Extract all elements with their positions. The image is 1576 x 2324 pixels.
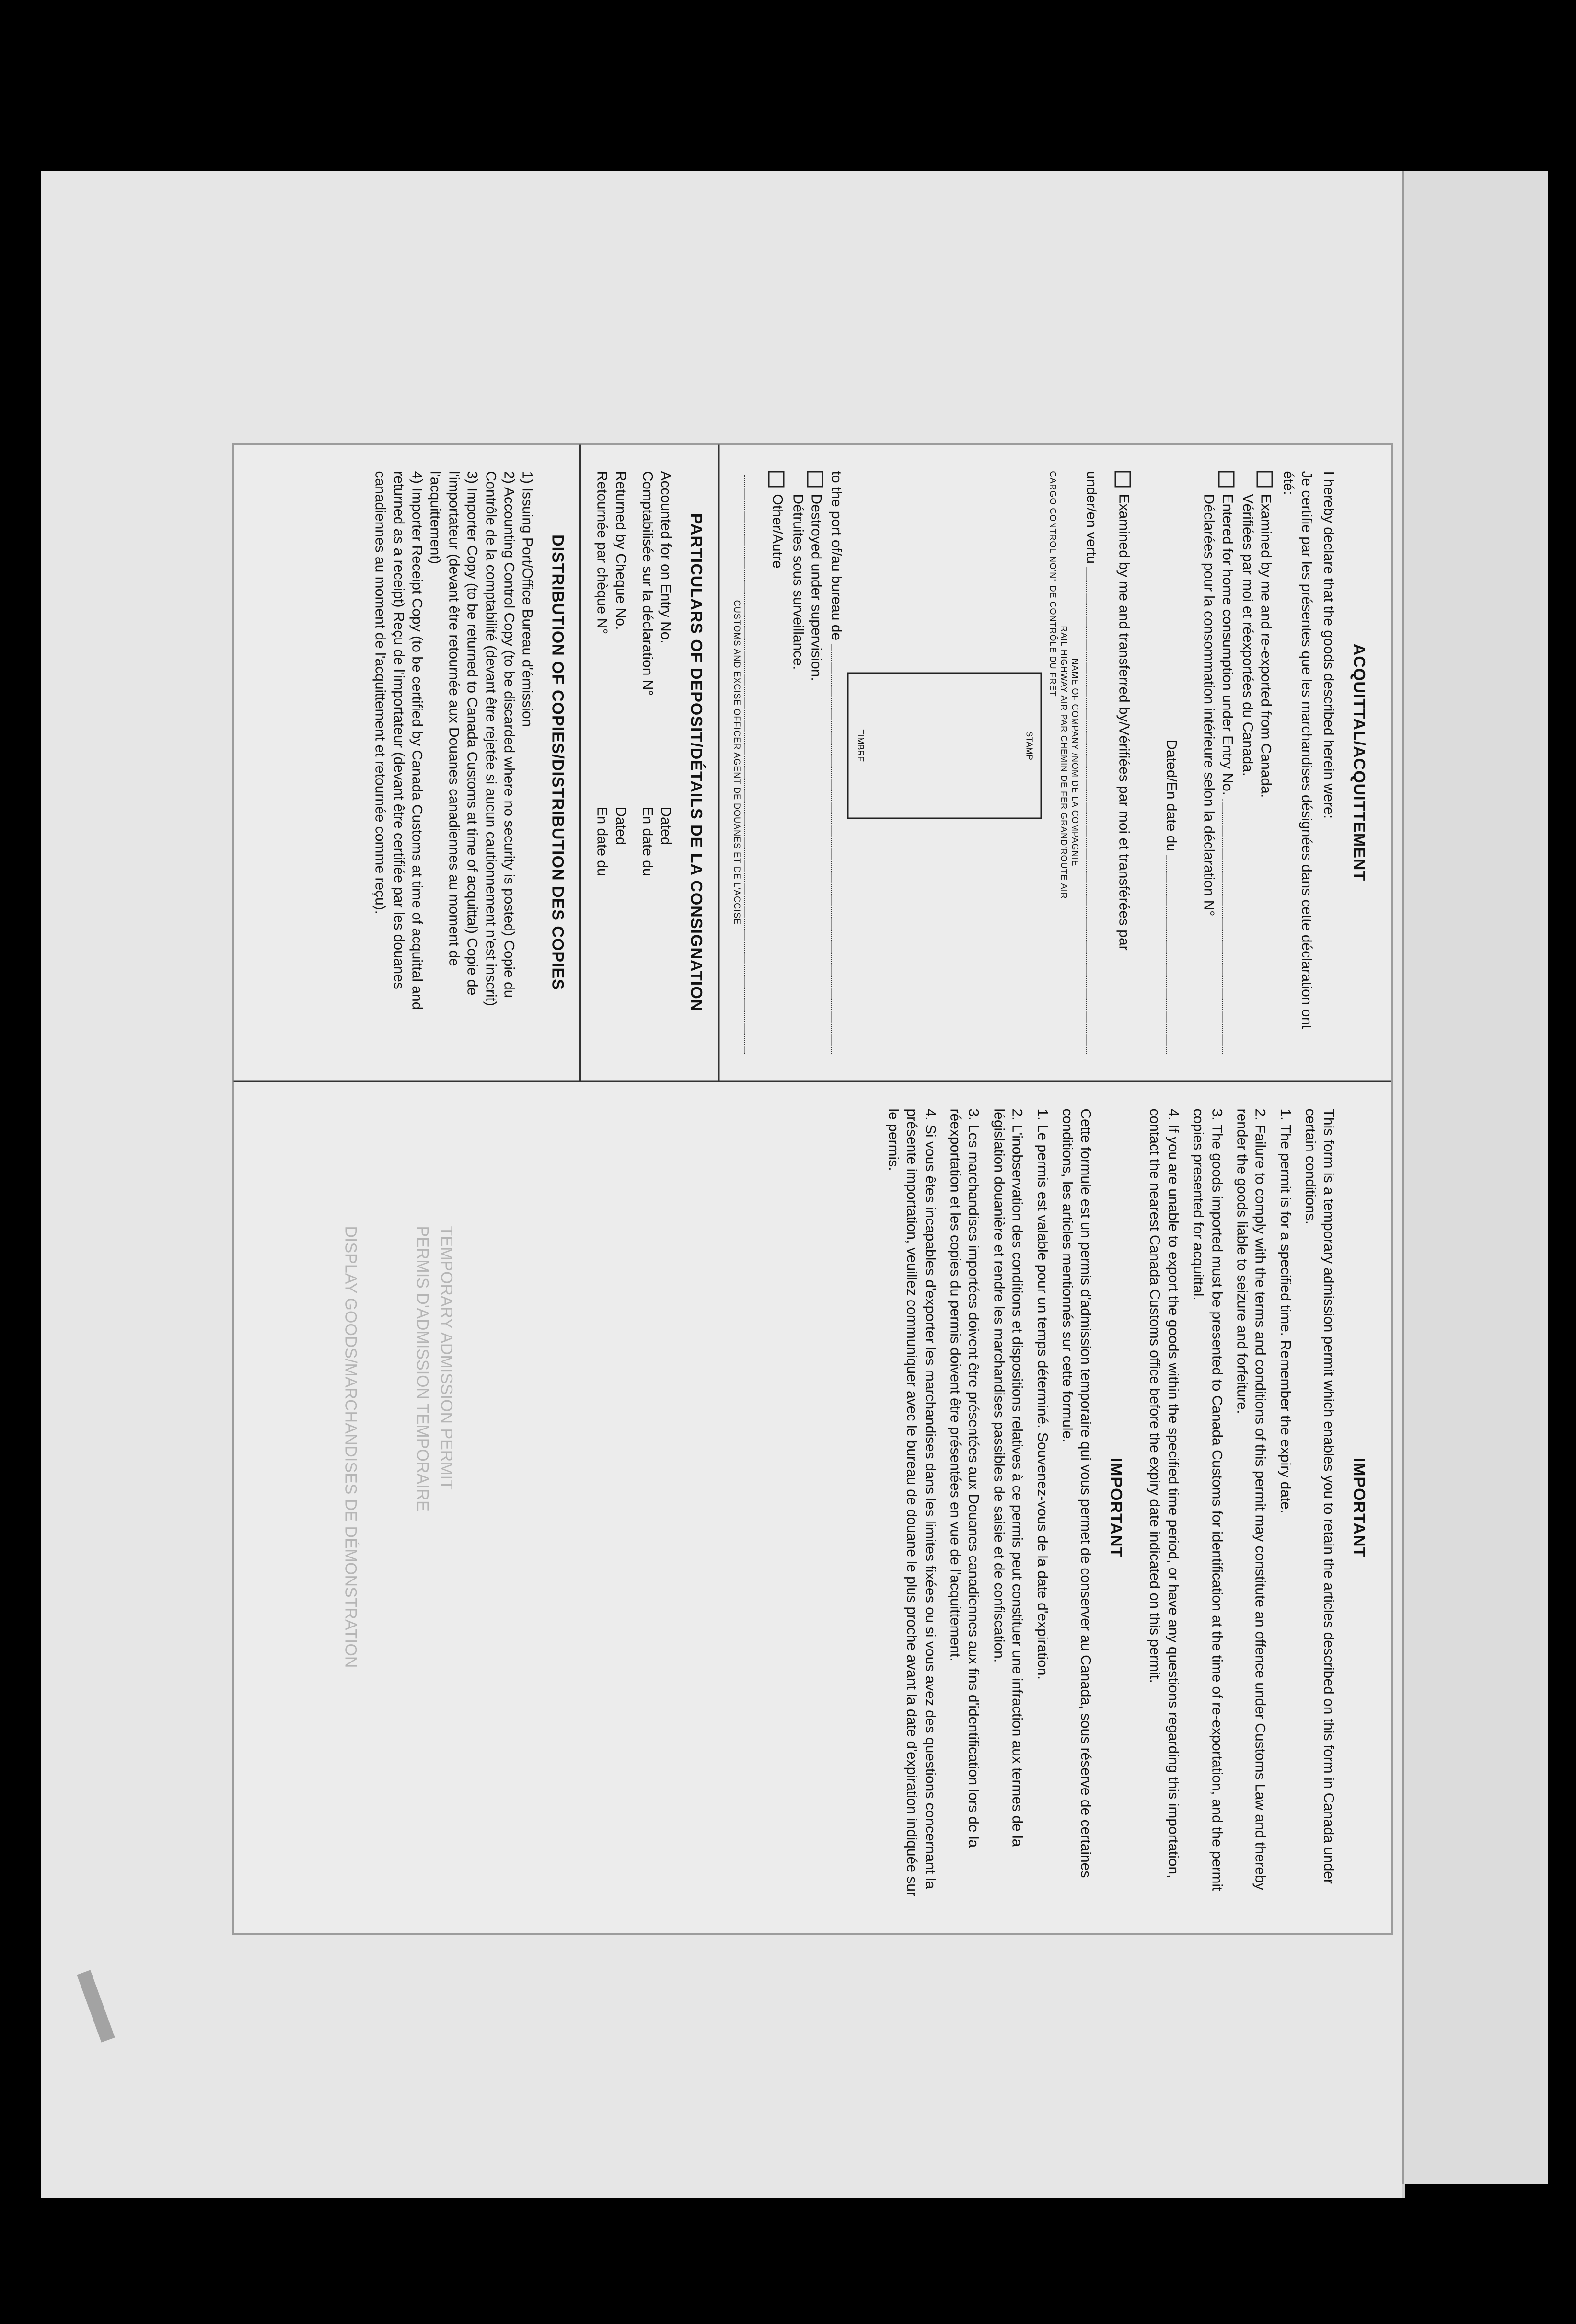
dated-line[interactable] — [1166, 855, 1180, 1054]
deposit-dated-en: Dated — [613, 806, 629, 845]
timbre-label: TIMBRE — [856, 729, 866, 762]
important-item-en: 2. Failure to comply with the terms and conditions of this permit may constitute an offence under Customs Law and thereby render the goods liable to seizure and forfeiture. — [1234, 1108, 1268, 1890]
important-intro-en: This form is a temporary admission permit which enables you to retain the articles described on this form in Canada under certain conditions. — [1302, 1108, 1337, 1884]
option-reexported[interactable] — [1238, 471, 1275, 1054]
destroyed-en: Destroyed under supervision. — [808, 494, 824, 681]
distribution-item: 1) Issuing Port/Office Bureau d'émission — [519, 471, 535, 727]
important-item-fr: 1. Le permis est valable pour un temps déterminé. Souvenez-vous de la date d'expiration. — [1034, 1108, 1051, 1680]
declare-fr: Je certifie par les présentes que les marchandises désignées dans cette déclaration ont été: — [1280, 471, 1315, 1029]
opt1-en: Examined by me and re-exported from Canada. — [1258, 494, 1274, 798]
checkbox[interactable] — [1257, 471, 1273, 488]
transport-modes: RAIL HIGHWAY AIR PAR CHEMIN DE FER GRAND'ROUTE AIR — [1059, 626, 1069, 899]
stamp-box — [847, 673, 1042, 819]
port-field[interactable] — [827, 471, 846, 1054]
checkbox[interactable] — [1218, 471, 1234, 488]
important-column — [234, 1082, 1391, 1933]
company-caption: NAME OF COMPANY /NOM DE LA COMPAGNIE — [1070, 658, 1080, 867]
acquittal-column — [234, 445, 1391, 1082]
opt3: Examined by me and transferred by/Vérifiées par moi et transférées par — [1116, 494, 1132, 951]
divider — [718, 445, 719, 1081]
divider — [579, 445, 581, 1081]
under-label: under/en vertu — [1083, 471, 1100, 564]
distribution-item: 2) Accounting Control Copy (to be discarded where no security is posted) Copie du Contrôle de la comptabilité (devant être rejetée si aucun cautionnement n'est inscrit) — [483, 471, 517, 1006]
other-label: Other/Autre — [769, 494, 786, 569]
port-label: to the port of/au bureau de — [828, 471, 845, 641]
important-item-fr: 3. Les marchandises importées doivent être présentées aux Douanes canadiennes aux fins d'identification lors de la réexportation et les copies du permis doivent être présentées en vue de l'acquittement. — [947, 1108, 982, 1848]
port-line[interactable] — [831, 644, 846, 1054]
important-intro-fr: Cette formule est un permis d'admission temporaire qui vous permet de conserver au Canada, sous réserve de certaines conditions, les articles mentionnés sur cette formule. — [1059, 1108, 1094, 1878]
important-title-fr: IMPORTANT — [1107, 1457, 1125, 1558]
showthrough-title-fr: PERMIS D'ADMISSION TEMPORAIRE — [413, 1226, 432, 1511]
declare-en: I hereby declare that the goods described herein were: — [1321, 471, 1337, 819]
signature-line[interactable] — [744, 475, 758, 1054]
deposit-dated-fr: En date du — [639, 806, 656, 876]
important-item-fr: 2. L'inobservation des conditions et dispositions relatives à ce permis peut constituer une infraction aux termes de la législation douanière et rendre les marchandises passibles de saisie et de confiscation. — [991, 1108, 1025, 1847]
deposit-dated-en: Dated — [658, 806, 674, 845]
important-item-en: 4. If you are unable to export the goods within the specified time period, or have any questions regarding this importation, contact the nearest Canada Customs office before the expiry date indicated on this permit. — [1147, 1108, 1182, 1879]
opt2-fr: Déclarées pour la consommation intérieure selon la déclaration N° — [1201, 494, 1217, 917]
checkbox[interactable] — [768, 471, 785, 488]
important-title-en: IMPORTANT — [1350, 1457, 1368, 1558]
destroyed-fr: Détruites sous surveillance. — [790, 494, 806, 670]
option-home-consumption[interactable] — [1199, 471, 1236, 1054]
option-destroyed[interactable] — [788, 471, 825, 1054]
option-transferred[interactable] — [1114, 471, 1133, 1054]
under-field[interactable] — [1082, 471, 1100, 1054]
dated-label: Dated/En date du — [1163, 739, 1180, 852]
important-item-en: 1. The permit is for a specified time. Remember the expiry date. — [1277, 1108, 1294, 1514]
checkbox[interactable] — [1115, 471, 1131, 488]
returned-field[interactable] — [592, 471, 629, 1054]
option-other[interactable] — [768, 471, 786, 1054]
permit-form — [232, 443, 1393, 1935]
showthrough-display: DISPLAY GOODS/MARCHANDISES DE DÉMONSTRATION — [341, 1226, 360, 1668]
opt2-en: Entered for home consumption under Entry No. — [1219, 494, 1236, 796]
distribution-item: 4) Importer Receipt Copy (to be certified by Canada Customs at time of acquittal and returned as a receipt) Reçu de l'importateur (devant être certifiée par les douanes canadiennes au moment de l'acquittement et retournée comme reçu). — [372, 471, 425, 1010]
checkbox[interactable] — [807, 471, 823, 488]
officer-caption: CUSTOMS AND EXCISE OFFICER AGENT DE DOUANES ET DE L'ACCISE — [732, 600, 742, 925]
distribution-title: DISTRIBUTION OF COPIES/DISTRIBUTION DES COPIES — [548, 535, 567, 990]
important-item-fr: 4. Si vous êtes incapables d'exporter les marchandises dans les limites fixées ou si vous avez des questions concernant la présente importation, veuillez communiquer avec le bureau de douane le plus proche avant la date d'expiration indiquée sur le permis. — [885, 1108, 939, 1896]
adjacent-page-edge — [1402, 171, 1548, 2184]
important-item-en: 3. The goods imported must be presented to Canada Customs for identification at the time of re-exportation, and the permit copies presented for acquittal. — [1190, 1108, 1225, 1891]
returned-en: Returned by Cheque No. — [613, 471, 629, 630]
entry-no-line[interactable] — [1222, 799, 1236, 1054]
dated-field[interactable] — [1162, 740, 1180, 1054]
deposit-dated-fr: En date du — [594, 806, 610, 876]
showthrough-title: TEMPORARY ADMISSION PERMIT — [437, 1226, 456, 1490]
distribution-item: 3) Importer Copy (to be returned to Canada Customs at time of acquittal) Copie de l'importateur (devant être retournée aux Douanes canadiennes au moment de l'acquittement) — [427, 471, 480, 996]
opt1-fr: Vérifiées par moi et réexportées du Canada. — [1240, 494, 1256, 777]
officer-signature[interactable] — [744, 471, 758, 1054]
accounted-field[interactable] — [638, 471, 675, 1054]
under-line[interactable] — [1086, 568, 1100, 1054]
acquittal-title: ACQUITTAL/ACQUITTEMENT — [1350, 643, 1368, 882]
cargo-caption: CARGO CONTROL NO'N° DE CONTRÔLE DU FRET — [1048, 471, 1058, 697]
stamp-label: STAMP — [1024, 731, 1034, 760]
accounted-fr: Comptabilisée sur la déclaration N° — [639, 471, 656, 696]
deposit-title: PARTICULARS OF DEPOSIT/DÉTAILS DE LA CONSIGNATION — [687, 513, 706, 1012]
accounted-en: Accounted for on Entry No. — [658, 471, 674, 644]
returned-fr: Retournée par chèque N° — [594, 471, 610, 635]
